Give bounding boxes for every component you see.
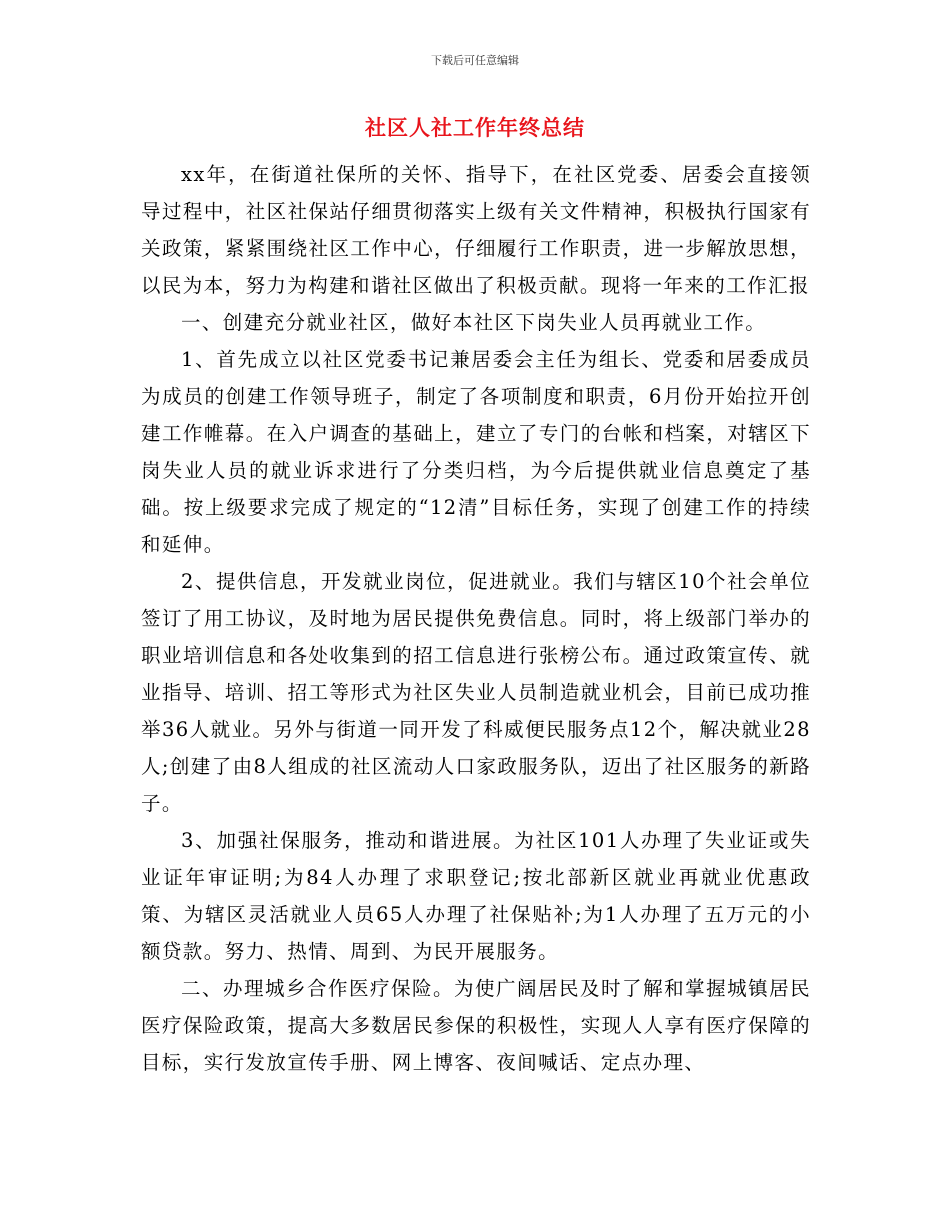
paragraph-section-1-heading: 一、创建充分就业社区，做好本社区下岗失业人员再就业工作。	[181, 311, 767, 334]
paragraph-intro: xx年，在街道社保所的关怀、指导下，在社区党委、居委会直接领导过程中，社区社保站仔细贯彻落实上级有关文件精神，积极执行国家有关政策，紧紧围绕社区工作中心，仔细履行工作职责，进一步解放思想，以民为本，努力为构建和谐社区做出了积极贡献。现将一年来的工作汇报	[141, 163, 811, 297]
paragraph-item-2: 2、提供信息，开发就业岗位，促进就业。我们与辖区10个社会单位签订了用工协议，及时地为居民提供免费信息。同时，将上级部门举办的职业培训信息和各处收集到的招工信息进行张榜公布。通过政策宣传、就业指导、培训、招工等形式为社区失业人员制造就业机会，目前已成功推举36人就业。另外与街道一同开发了科威便民服务点12个，解决就业28人;创建了由8人组成的社区流动人口家政服务队，迈出了社区服务的新路子。	[141, 570, 811, 815]
paragraph-section-2: 二、办理城乡合作医疗保险。为使广阔居民及时了解和掌握城镇居民医疗保险政策，提高大多数居民参保的积极性，实现人人享有医疗保障的目标，实行发放宣传手册、网上博客、夜间喊话、定点办理、	[141, 977, 811, 1074]
header-note: 下载后可任意编辑	[431, 54, 519, 67]
paragraph-item-1: 1、首先成立以社区党委书记兼居委会主任为组长、党委和居委成员为成员的创建工作领导班子，制定了各项制度和职责，6月份开始拉开创建工作帷幕。在入户调查的基础上，建立了专门的台帐和档案，对辖区下岗失业人员的就业诉求进行了分类归档，为今后提供就业信息奠定了基础。按上级要求完成了规定的“12清”目标任务，实现了创建工作的持续和延伸。	[141, 348, 811, 556]
document-title: 社区人社工作年终总结	[365, 115, 585, 140]
document-body	[141, 156, 811, 1081]
paragraph-item-3: 3、加强社保服务，推动和谐进展。为社区101人办理了失业证或失业证年审证明;为84人办理了求职登记;按北部新区就业再就业优惠政策、为辖区灵活就业人员65人办理了社保贴补;为1人办理了五万元的小额贷款。努力、热情、周到、为民开展服务。	[141, 829, 811, 963]
